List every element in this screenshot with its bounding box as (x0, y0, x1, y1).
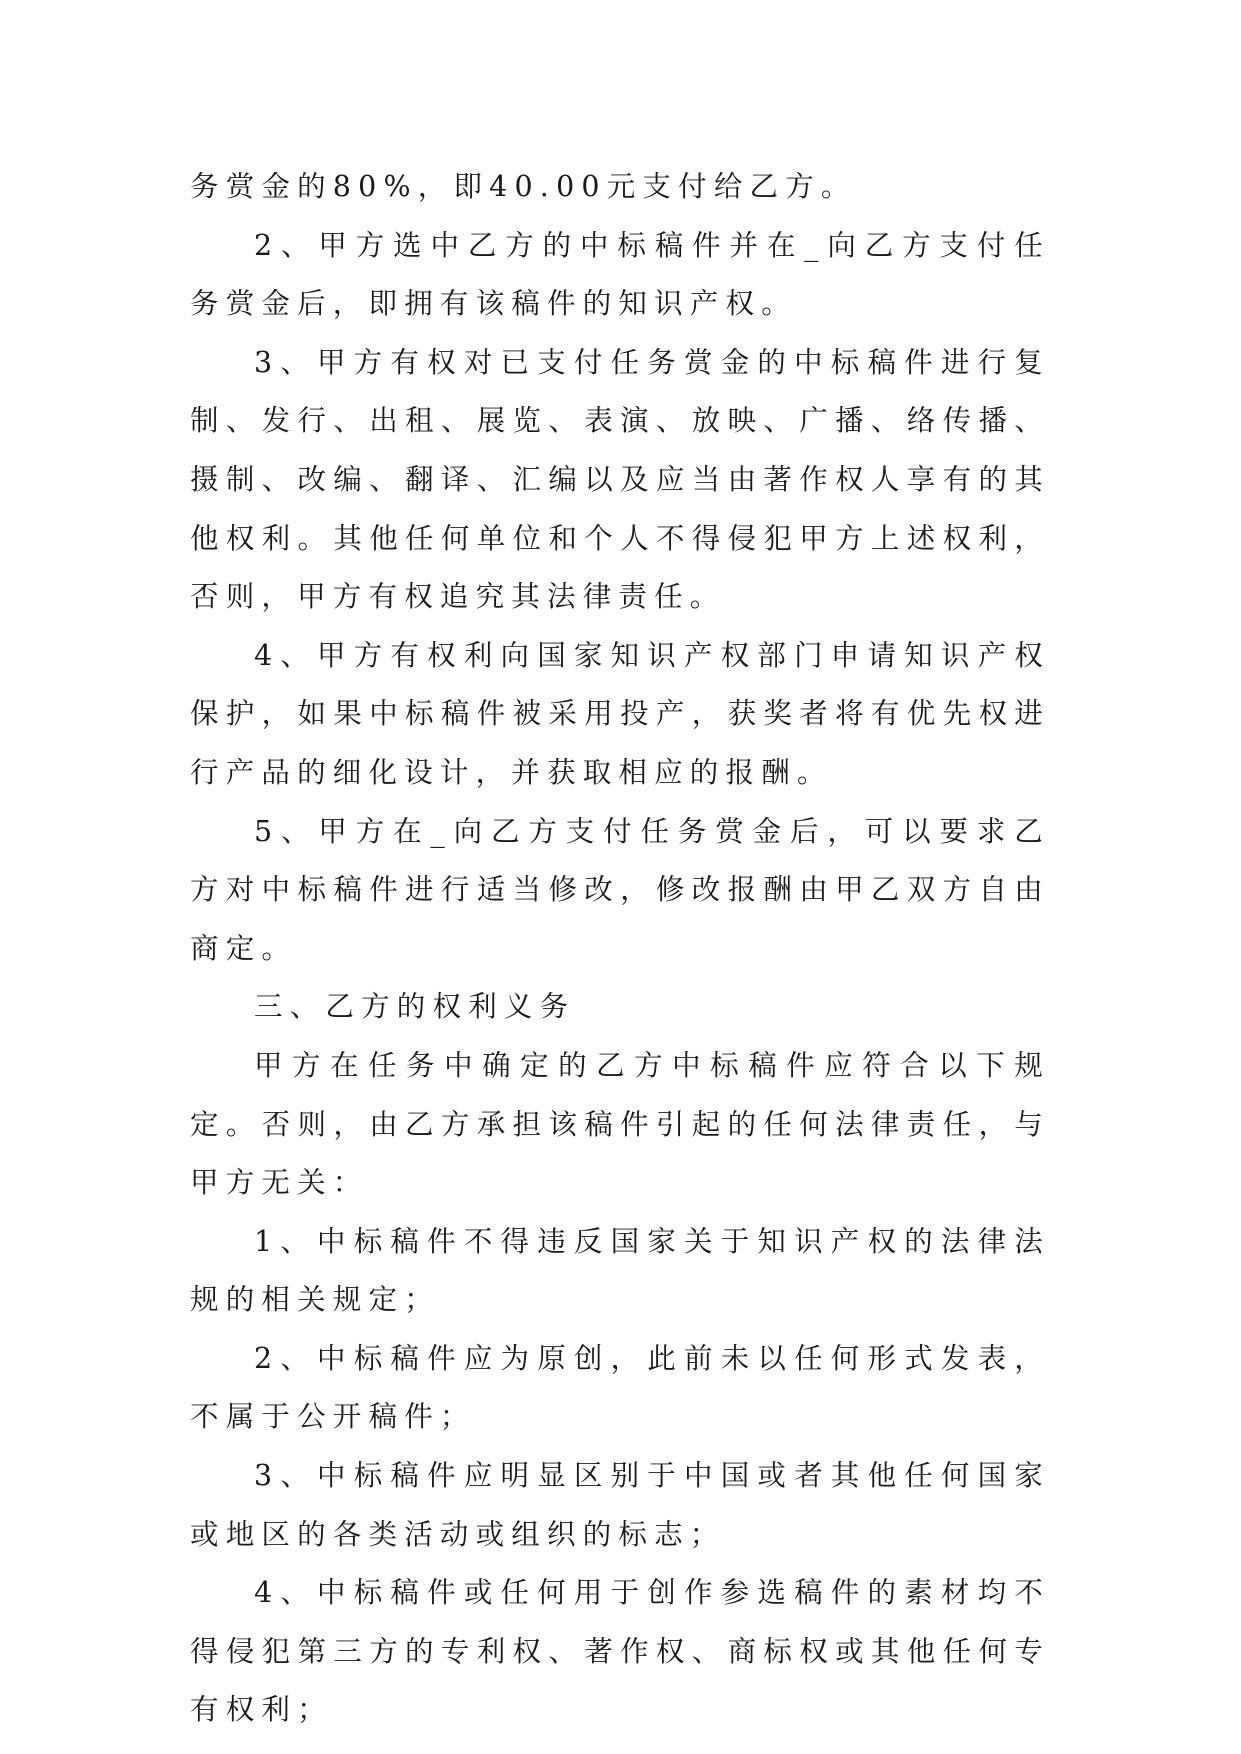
paragraph-requirement-4: 4、中标稿件或任何用于创作参选稿件的素材均不得侵犯第三方的专利权、著作权、商标权或其他任何专有权利； (190, 1576, 1050, 1727)
document-body (190, 158, 1050, 1740)
paragraph-requirement-1: 1、中标稿件不得违反国家关于知识产权的法律法规的相关规定； (190, 1224, 1050, 1317)
paragraph-clause-4-protection: 4、甲方有权利向国家知识产权部门申请知识产权保护，如果中标稿件被采用投产，获奖者将有优先权进行产品的细化设计，并获取相应的报酬。 (190, 638, 1050, 789)
paragraph-reward-continuation: 务赏金的80%，即40.00元支付给乙方。 (190, 170, 857, 203)
section-heading-party-b-rights: 三、乙方的权利义务 (254, 990, 576, 1024)
paragraph-requirement-3: 3、中标稿件应明显区别于中国或者其他任何国家或地区的各类活动或组织的标志； (190, 1459, 1050, 1551)
paragraph-clause-2-ip-ownership: 2、甲方选中乙方的中标稿件并在_向乙方支付任务赏金后，即拥有该稿件的知识产权。 (190, 228, 1050, 321)
paragraph-requirement-2: 2、中标稿件应为原创，此前未以任何形式发表，不属于公开稿件； (190, 1341, 1050, 1434)
paragraph-clause-5-revision: 5、甲方在_向乙方支付任务赏金后，可以要求乙方对中标稿件进行适当修改，修改报酬由甲乙双方自由商定。 (190, 814, 1050, 965)
paragraph-party-b-requirements-intro: 甲方在任务中确定的乙方中标稿件应符合以下规定。否则，由乙方承担该稿件引起的任何法律责任，与甲方无关： (190, 1048, 1050, 1200)
paragraph-clause-3-rights: 3、甲方有权对已支付任务赏金的中标稿件进行复制、发行、出租、展览、表演、放映、广播、络传播、摄制、改编、翻译、汇编以及应当由著作权人享有的其他权利。其他任何单位和个人不得侵犯甲方上述权利，否则，甲方有权追究其法律责任。 (190, 345, 1050, 614)
